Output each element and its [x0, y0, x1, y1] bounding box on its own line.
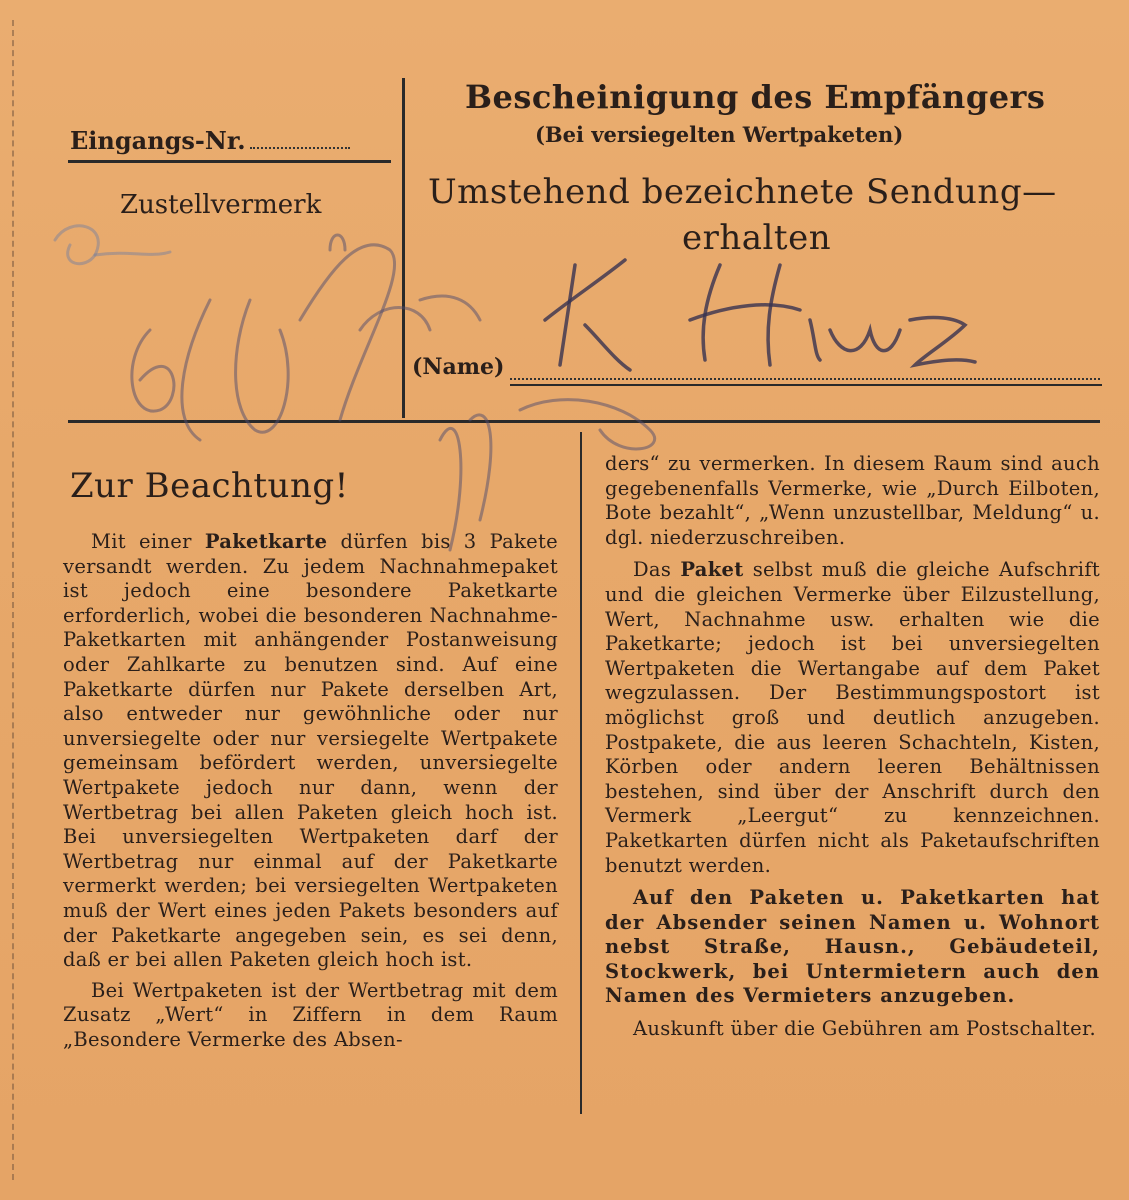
pencil-scribble: [55, 226, 98, 264]
pencil-scribble: [420, 296, 480, 320]
signature-stroke: [768, 265, 780, 365]
pencil-scribble: [95, 252, 170, 255]
certificate-subtitle: (Bei versiegelten Wertpaketen): [535, 122, 904, 147]
signature-stroke: [810, 320, 820, 360]
top-vertical-divider: [402, 78, 405, 418]
pencil-scribble: [300, 245, 395, 420]
perforation-edge: [12, 20, 14, 1180]
text-run-bold: Paketkarte: [204, 530, 328, 553]
notice-paragraph: [63, 530, 558, 973]
eingangs-nr-field: [70, 126, 350, 155]
text-run-bold: Paket: [680, 558, 744, 582]
text-run: selbst muß die gleiche Aufschrift und die gleichen Vermerke über Eilzustellung, Wert, Nachnahme usw. erhalten wie die Paketkarte; jedoch ist bei unversiegelten Wertpaketen die Wertangabe auf dem Paket wegzulassen. Der Bestimmungspostort ist möglichst groß und deutlich anzugeben. Postpakete, die aus leeren Schachteln, Kisten, Körben oder andern leeren Behältnissen bestehen, sind über der Anschrift durch den Vermerk „Leergut“ zu kennzeichnen. Paketkarten dürfen nicht als Paketaufschriften benutzt werden.: [605, 558, 1101, 877]
text-run: Mit einer: [91, 530, 205, 553]
signature-stroke: [560, 265, 575, 365]
zustellvermerk-label: Zustellvermerk: [120, 190, 322, 220]
text-run: Das: [633, 558, 681, 582]
certificate-title: Bescheinigung des Empfängers: [465, 78, 1046, 116]
pencil-scribble: [236, 300, 289, 432]
name-label: (Name): [412, 354, 505, 380]
signature-stroke: [830, 330, 900, 351]
pencil-scribble: [330, 235, 345, 250]
statement-line-2: erhalten: [682, 218, 832, 258]
name-dotted-line: [510, 378, 1100, 380]
name-underline: [510, 384, 1102, 386]
notice-paragraph: Auskunft über die Gebühren am Postschalter.: [633, 1017, 1096, 1041]
notice-left-column: [63, 530, 558, 1052]
lower-vertical-divider: [580, 432, 582, 1114]
signature-stroke: [585, 325, 630, 370]
pencil-scribble: [182, 300, 210, 440]
eingangs-nr-label: Eingangs-Nr.: [70, 126, 246, 155]
signature-stroke: [910, 318, 975, 365]
pencil-scribble: [360, 308, 430, 331]
pencil-scribble: [470, 415, 491, 520]
pencil-scribble: [520, 400, 655, 449]
signature-stroke: [703, 265, 720, 360]
signature-stroke: [545, 260, 625, 320]
notice-paragraph: ders“ zu vermerken. In diesem Raum sind auch gegebenenfalls Vermerke, wie „Durch Eilboten, Bote bezahlt“, „Wenn unzustellbar, Meldung“ u. dgl. niederzuschreiben.: [605, 452, 1100, 549]
statement-line-1: Umstehend bezeichnete Sendung—: [428, 172, 1057, 212]
notice-heading: Zur Beachtung!: [70, 466, 349, 506]
notice-paragraph-bold: Auf den Paketen u. Paketkarten hat der Absender seinen Namen u. Wohnort nebst Straße, Hausn., Gebäudeteil, Stockwerk, bei Untermietern auch den Namen des Vermieters anzugeben.: [605, 886, 1100, 1008]
section-separator: [68, 420, 1100, 423]
signature-stroke: [690, 305, 800, 320]
pencil-scribble: [132, 330, 174, 411]
notice-paragraph: [605, 558, 1100, 878]
notice-right-column: [605, 452, 1100, 1042]
eingangs-nr-dotted-line: [250, 147, 350, 149]
notice-paragraph: Bei Wertpaketen ist der Wertbetrag mit dem Zusatz „Wert“ in Ziffern in dem Raum „Besondere Vermerke des Absen-: [63, 978, 558, 1051]
eingangs-underline: [68, 160, 391, 163]
text-run: dürfen bis 3 Pakete versandt werden. Zu jedem Nachnahmepaket ist jedoch eine besondere Paketkarte erforderlich, wobei die besonderen Nachnahme-Paketkarten mit anhängender Postanweisung oder Zahlkarte zu benutzen sind. Auf eine Paketkarte dürfen nur Pakete derselben Art, also entweder nur gewöhnliche oder nur unversiegelte oder nur versiegelte Wertpakete gemeinsam befördert werden, unversiegelte Wertpakete jedoch nur dann, wenn der Wertbetrag bei allen Paketen gleich hoch ist. Bei unversiegelten Wertpaketen darf der Wertbetrag nur einmal auf der Paketkarte vermerkt werden; bei versiegelten Wertpaketen muß der Wert eines jeden Pakets besonders auf der Paketkarte angegeben sein, es sei denn, daß er bei allen Paketen gleich hoch ist.: [63, 530, 558, 972]
